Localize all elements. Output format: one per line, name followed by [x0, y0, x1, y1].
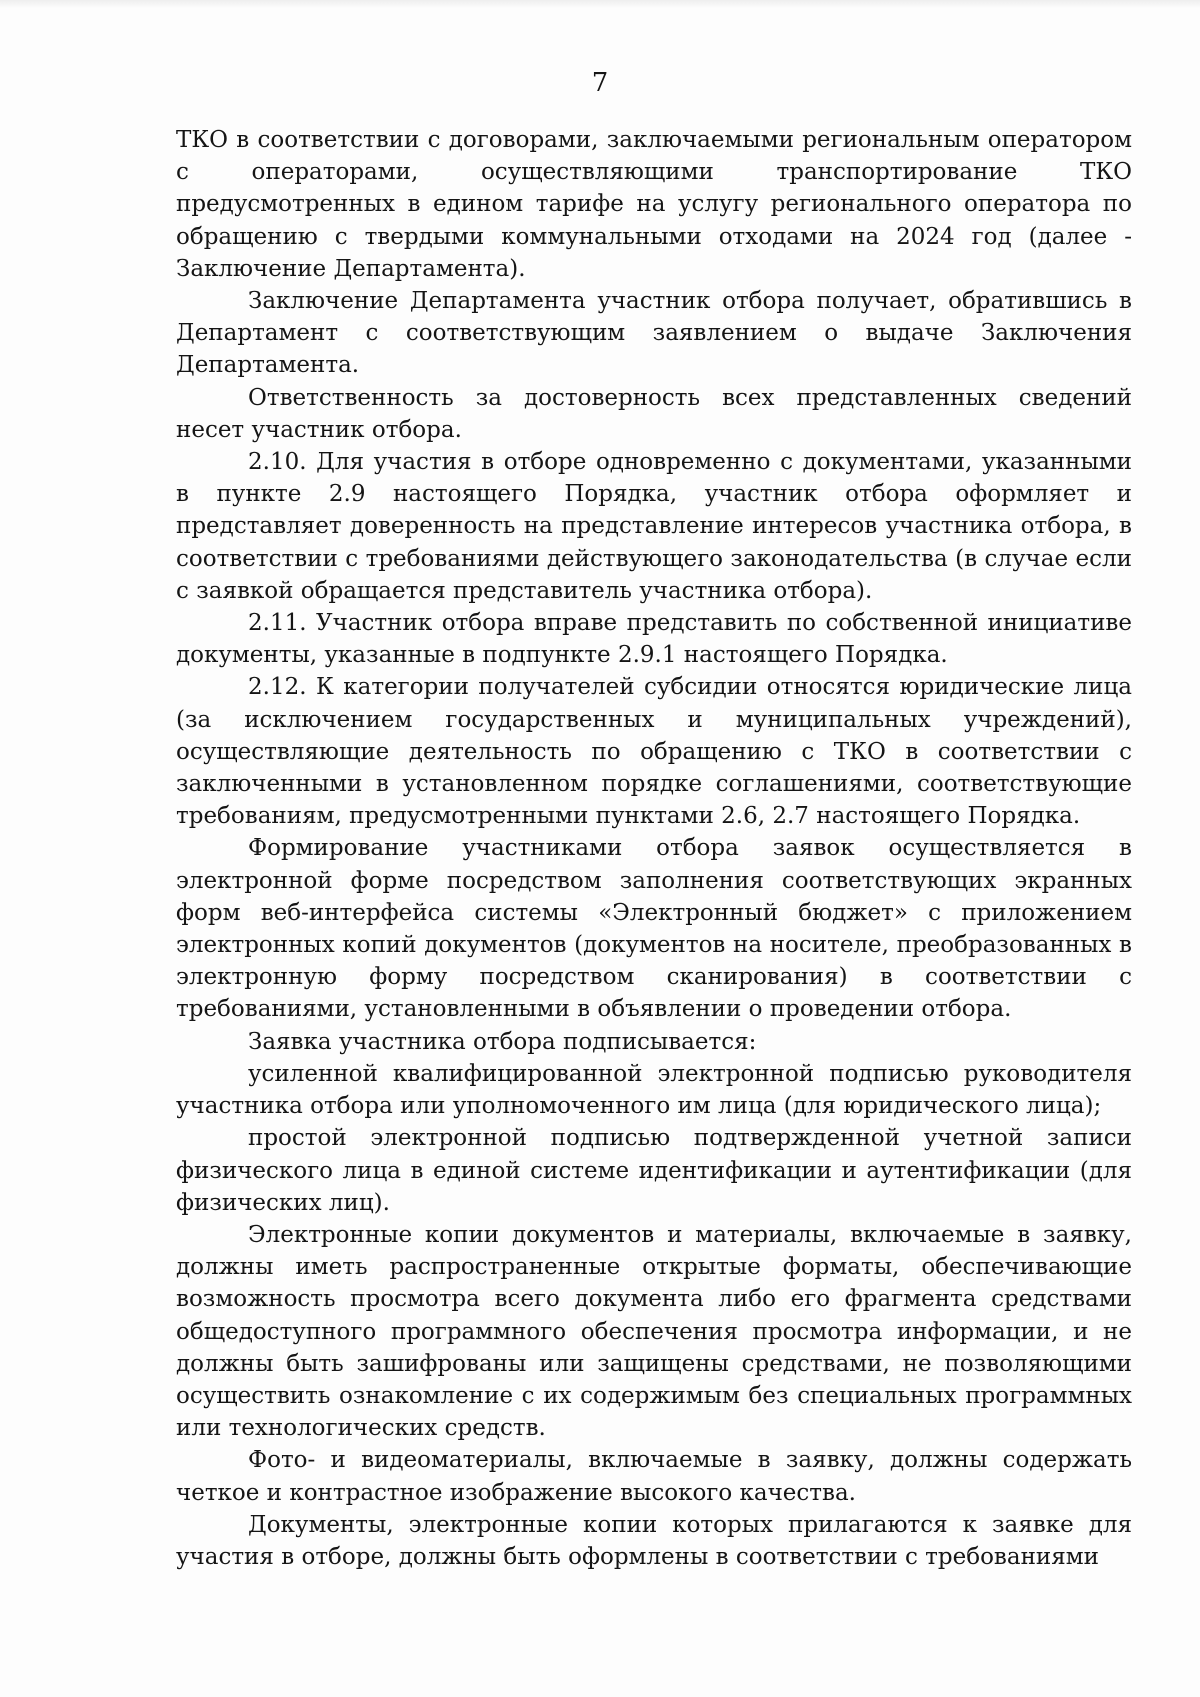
paragraph-continuation: ТКО в соответствии с договорами, заключаемыми региональным оператором с операторами, осуществляющими транспортирование ТКО предусмотренных в едином тарифе на услугу регионального оператора по обращению с твердыми коммунальными отходами на 2024 год (далее - Заключение Департамента). [176, 127, 1132, 282]
paragraph-2-11: 2.11. Участник отбора вправе представить по собственной инициативе документы, указанные в подпункте 2.9.1 настоящего Порядка. [176, 610, 1132, 669]
paragraph-simple-signature: простой электронной подписью подтвержденной учетной записи физического лица в единой системе идентификации и аутентификации (для физических лиц). [176, 1125, 1132, 1216]
paragraph-2-10: 2.10. Для участия в отборе одновременно с документами, указанными в пункте 2.9 настоящего Порядка, участник отбора оформляет и представляет доверенность на представление интересов участника отбора, в соответствии с требованиями действующего законодательства (в случае если с заявкой обращается представитель участника отбора). [176, 449, 1132, 604]
scan-edge [0, 0, 1200, 8]
paragraph-department-conclusion: Заключение Департамента участник отбора получает, обратившись в Департамент с соответствующим заявлением о выдаче Заключения Департамента. [176, 288, 1132, 379]
document-body [176, 124, 1132, 1573]
paragraph-documents-requirements: Документы, электронные копии которых прилагаются к заявке для участия в отборе, должны быть оформлены в соответствии с требованиями [176, 1511, 1132, 1570]
page-number: 7 [591, 68, 609, 98]
paragraph-application-signing: Заявка участника отбора подписывается: [248, 1028, 757, 1055]
paragraph-electronic-copies: Электронные копии документов и материалы, включаемые в заявку, должны иметь распространенные открытые форматы, обеспечивающие возможность просмотра всего документа либо его фрагмента средствами общедоступного программного обеспечения просмотра информации, и не должны быть зашифрованы или защищены средствами, не позволяющими осуществить ознакомление с их содержимым без специальных программных или технологических средств. [176, 1221, 1132, 1442]
paragraph-qualified-signature: усиленной квалифицированной электронной подписью руководителя участника отбора или уполномоченного им лица (для юридического лица); [176, 1060, 1132, 1120]
paragraph-photo-video: Фото- и видеоматериалы, включаемые в заявку, должны содержать четкое и контрастное изображение высокого качества. [176, 1447, 1132, 1506]
paragraph-application-forming: Формирование участниками отбора заявок осуществляется в электронной форме посредством заполнения соответствующих экранных форм веб-интерфейса системы «Электронный бюджет» с приложением электронных копий документов (документов на носителе, преобразованных в электронную форму посредством сканирования) в соответствии с требованиями, установленными в объявлении о проведении отбора. [176, 835, 1132, 1023]
paragraph-responsibility: Ответственность за достоверность всех представленных сведений несет участник отбора. [176, 384, 1132, 443]
paragraph-2-12: 2.12. К категории получателей субсидии относятся юридические лица (за исключением государственных и муниципальных учреждений), осуществляющие деятельность по обращению с ТКО в соответствии с заключенными в установленном порядке соглашениями, соответствующие требованиям, предусмотренными пунктами 2.6, 2.7 настоящего Порядка. [176, 674, 1132, 830]
